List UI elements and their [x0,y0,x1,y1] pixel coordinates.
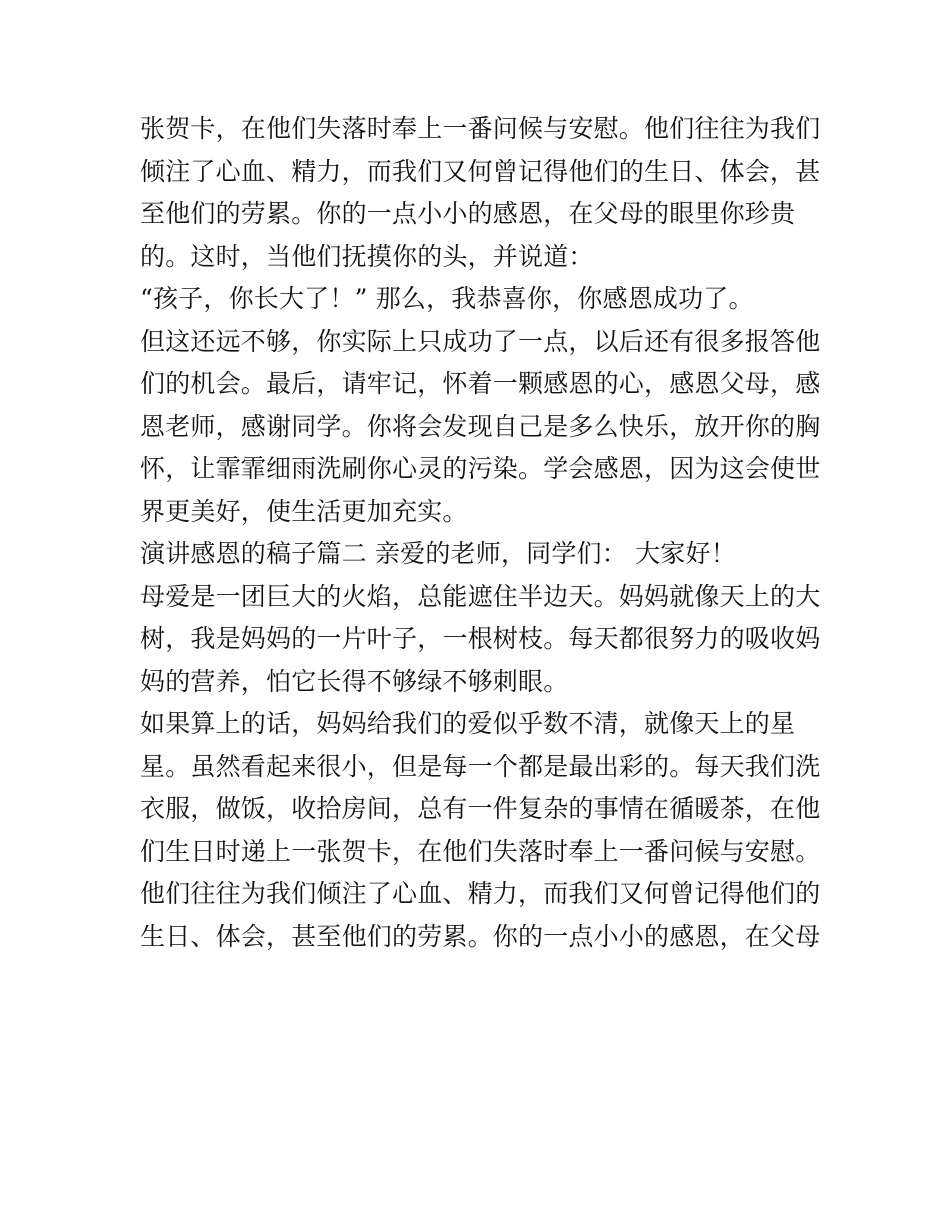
text-line: 们的机会。最后，请牢记，怀着一颗感恩的心，感恩父母，感 [140,369,821,398]
text-line: 但这还远不够，你实际上只成功了一点，以后还有很多报答他 [140,326,821,356]
text-line: 界更美好，使生活更加充实。 [140,496,468,526]
text-line: 倾注了心血、精力，而我们又何曾记得他们的生日、体会，甚 [140,156,821,186]
text-line: 生日、体会，甚至他们的劳累。你的一点小小的感恩，在父母 [140,921,821,951]
text-line: 妈的营养，怕它长得不够绿不够刺眼。 [140,666,569,696]
text-line: 衣服，做饭，收拾房间，总有一件复杂的事情在循暖茶，在他 [140,794,821,823]
text-line: 如果算上的话，妈妈给我们的爱似乎数不清，就像天上的星 [140,709,796,738]
text-line: 他们往往为我们倾注了心血、精力，而我们又何曾记得他们的 [140,879,821,908]
text-line: 至他们的劳累。你的一点小小的感恩，在父母的眼里你珍贵 [140,199,796,228]
text-line: 母爱是一团巨大的火焰，总能遮住半边天。妈妈就像天上的大 [140,581,821,611]
text-line: 恩老师，感谢同学。你将会发现自己是多么快乐，放开你的胸 [140,411,821,441]
section-heading-line: 演讲感恩的稿子篇二 亲爱的老师，同学们： 大家好！ [140,539,736,568]
text-line: “孩子，你长大了！” 那么，我恭喜你，你感恩成功了。 [140,284,754,313]
document-body [140,108,820,958]
text-line: 们生日时递上一张贺卡，在他们失落时奉上一番问候与安慰。 [140,836,821,866]
text-line: 怀，让霏霏细雨洗刷你心灵的污染。学会感恩，因为这会使世 [140,454,821,483]
text-line: 星。虽然看起来很小，但是每一个都是最出彩的。每天我们洗 [140,751,821,781]
text-line: 张贺卡，在他们失落时奉上一番问候与安慰。他们往往为我们 [140,114,821,143]
text-line: 的。这时，当他们抚摸你的头，并说道： [140,241,594,271]
text-line: 树，我是妈妈的一片叶子，一根树枝。每天都很努力的吸收妈 [140,624,821,653]
